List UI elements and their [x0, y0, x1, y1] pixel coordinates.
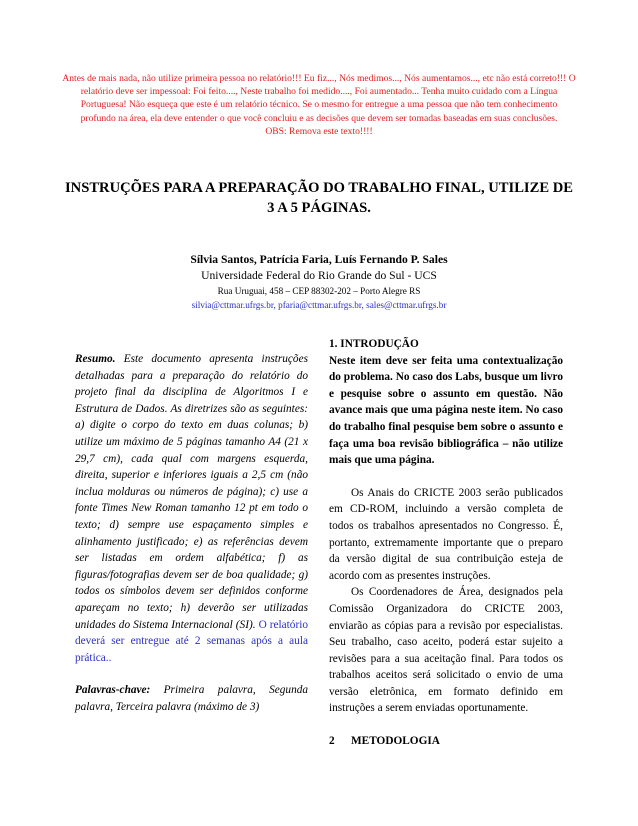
- author-university: Universidade Federal do Rio Grande do Sul - UCS: [201, 269, 437, 282]
- abstract-column: [75, 351, 308, 715]
- author-address: Rua Uruguai, 458 – CEP 88302-202 – Porto Alegre RS: [217, 286, 421, 296]
- keywords-label: Palavras-chave:: [75, 684, 151, 697]
- author-block: [60, 252, 578, 312]
- intro-paragraph-2: Os Coordenadores de Área, designados pela Comissão Organizadora do CRICTE 2003, enviarão as cópias para a revisão por especialistas. Seu trabalho, caso aceito, poderá estar sujeito a revisões para a sua aceitação final. Para todos os trabalhos aceitos será solicitado o envio de uma versão eletrônica, em formato definido em instruções a serem enviadas oportunamente.: [329, 586, 563, 715]
- method-heading: [329, 733, 563, 750]
- abstract-text: Este documento apresenta instruções detalhadas para a preparação do relatório do projeto final da disciplina de Algoritmos I e Estrutura de Dados. As diretrizes são as seguintes: a) digite o corpo do texto em duas colunas; b) utilize um máximo de 5 páginas tamanho A4 (21 x 29,7 cm), cada qual com margens esquerda, direita, superior e inferiores iguais a 2,5 cm (não inclua molduras ou números de página); c) use a fonte Times New Roman tamanho 12 pt em todo o texto; d) sempre use espaçamento simples e alinhamento justificado; e) as referências devem ser listadas em ordem alfabética; f) as figuras/fotografias devem ser de boa qualidade; g) todos os símbolos devem ser definidos conforme apareçam no texto; h) deverão ser utilizadas unidades do Sistema Internacional (SI).: [75, 353, 308, 631]
- instructions-warning: [62, 72, 576, 138]
- intro-paragraph-1: Os Anais do CRICTE 2003 serão publicados em CD-ROM, incluindo a versão completa de todos os trabalhos apresentados no Congresso. É, portanto, extremamente importante que o preparo da versão digital de sua contribuição esteja de acordo com as presentes instruções.: [329, 486, 563, 582]
- abstract-deadline-note: O relatório deverá ser entregue até 2 semanas após a aula prática.: [75, 618, 309, 664]
- intro-bold-text: Neste item deve ser feita uma contextualização do problema. No caso dos Labs, busque um livro e pesquise sobre o assunto em questão. Não avance mais que uma página neste item. No caso do trabalho final pesquise bem sobre o assunto e faça uma boa revisão bibliográfica – não utilize mais que uma página.: [329, 354, 563, 467]
- method-title: METODOLOGIA: [351, 735, 440, 748]
- warning-text: Antes de mais nada, não utilize primeira pessoa no relatório!!! Eu fiz..., Nós medimos..., Nós aumentamos..., etc não está correto!!! O relatório deve ser impessoal: Foi feito...., Neste trabalho foi medido...., Foi aumentado... Tenha muito cuidado com a Língua Portuguesa! Não esqueça que este é um relatório técnico. Se o mesmo for entregue a uma pessoa que não tem conhecimento profundo na área, ela deve entender o que você concluiu e as decisões que devem ser tomadas baseadas em suas conclusões.: [62, 73, 576, 124]
- intro-heading: 1. INTRODUÇÃO: [329, 338, 419, 350]
- body-column: [329, 336, 563, 750]
- keywords-paragraph: [75, 682, 308, 715]
- keywords-text: Primeira palavra, Segunda palavra, Terceira palavra (máximo de 3): [75, 684, 309, 713]
- paper-title: INSTRUÇÕES PARA A PREPARAÇÃO DO TRABALHO FINAL, UTILIZE DE 3 A 5 PÁGINAS.: [64, 180, 574, 216]
- abstract-paragraph: [75, 351, 308, 666]
- method-number: 2: [329, 735, 335, 748]
- author-emails[interactable]: silvia@cttmar.ufrgs.br, pfaria@cttmar.ufrgs.br, sales@cttmar.ufrgs.br: [191, 300, 447, 310]
- warning-remove-note: OBS: Remova este texto!!!!: [265, 125, 373, 137]
- abstract-tail: .: [108, 651, 112, 664]
- abstract-label: Resumo.: [75, 353, 116, 365]
- author-names: Sílvia Santos, Patrícia Faria, Luís Fernando P. Sales: [190, 253, 448, 266]
